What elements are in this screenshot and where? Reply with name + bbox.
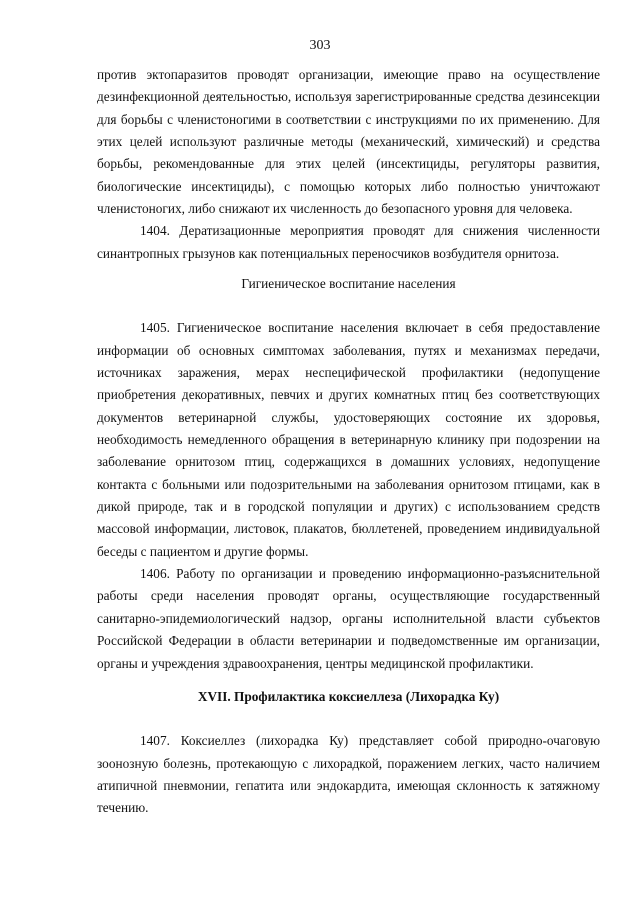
page-number: 303 — [309, 38, 331, 53]
paragraph-1407: 1407. Коксиеллез (лихорадка Ку) представляет собой природно-очаговую зоонозную болезнь, протекающую с лихорадкой, поражением легких, часто наличием атипичной пневмонии, гепатита или эндокардита, имеющая склонность к затяжному течению. — [97, 733, 600, 816]
section-arthropod-control — [97, 64, 600, 261]
paragraph-pest-control-continued: против эктопаразитов проводят организации, имеющие право на осуществление дезинфекционной деятельностью, используя зарегистрированные средства дезинсекции для борьбы с членистоногими в соответствии с инструкциями по их применению. Для этих целей используют различные методы (механический, химический) и средства борьбы, рекомендованные для этих целей (инсектициды, регуляторы развития, биологические инсектициды), с помощью которых либо полностью уничтожают членистоногих, либо снижают их численность до безопасного уровня для человека. — [97, 67, 600, 217]
paragraph-1404: 1404. Дератизационные мероприятия проводят для снижения численности синантропных грызунов как потенциальных переносчиков возбудителя орнитоза. — [97, 223, 600, 261]
paragraph-1406: 1406. Работу по организации и проведению информационно-разъяснительной работы среди населения проводят органы, осуществляющие государственный санитарно-эпидемиологический надзор, органы исполнительной власти субъектов Российской Федерации в области ветеринарии и подведомственные им организации, органы и учреждения здравоохранения, центры медицинской профилактики. — [97, 566, 600, 671]
paragraph-1405: 1405. Гигиеническое воспитание населения включает в себя предоставление информации об основных симптомах заболевания, путях и механизмах передачи, источниках заражения, мерах неспецифической профилактики (недопущение приобретения декоративных, певчих и других комнатных птиц без соответствующих документов ветеринарной службы, удостоверяющих состояние их здоровья, необходимость немедленного обращения в ветеринарную клинику при подозрении на заболевание орнитозом птиц, содержащихся в домашних условиях, недопущение контакта с больными или подозрительными на заболевания орнитозом птицами, как в дикой природе, так и в городской популяции и других) с использованием средств массовой информации, листовок, плакатов, бюллетеней, проведением индивидуальной беседы с пациентом и другие формы. — [97, 320, 600, 559]
chapter-heading-coxiellosis: XVII. Профилактика коксиеллеза (Лихорадка Ку) — [197, 688, 500, 704]
section-heading-hygiene-education: Гигиеническое воспитание населения — [241, 276, 456, 291]
page-content — [97, 64, 600, 820]
